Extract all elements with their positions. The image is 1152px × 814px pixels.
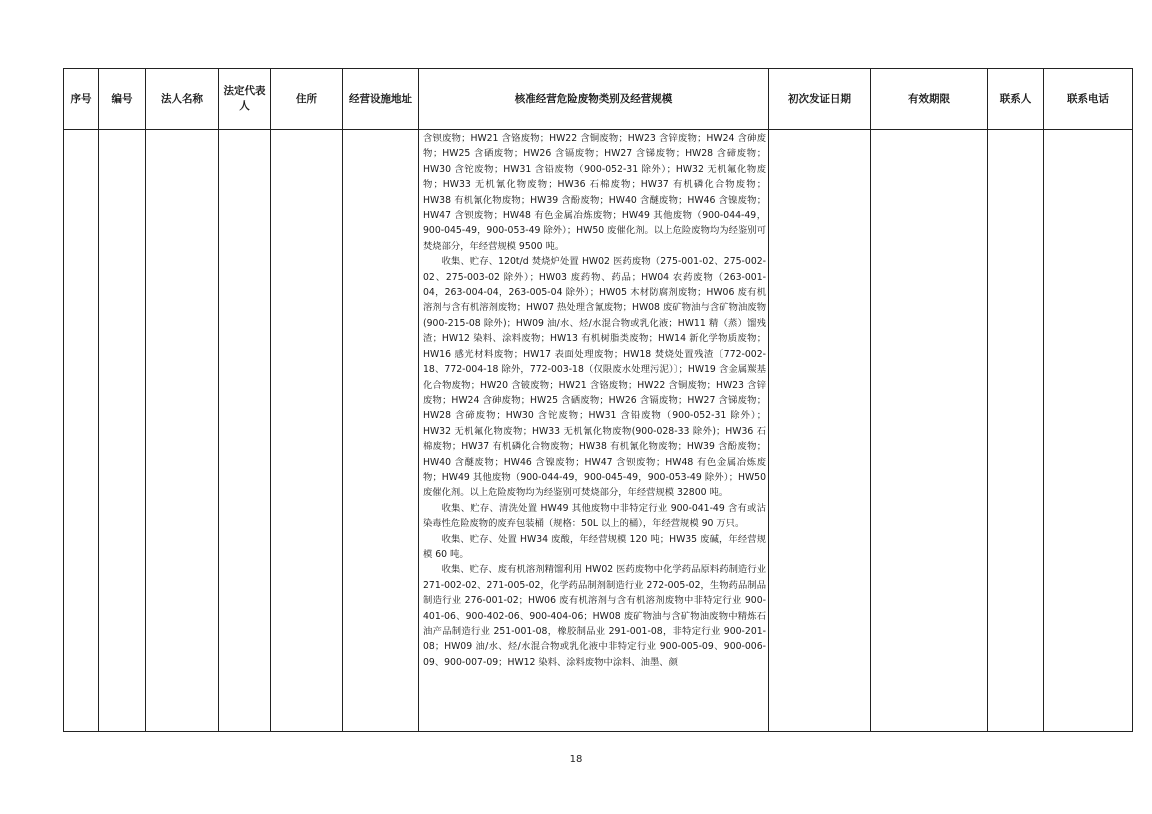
cell-residence <box>271 130 343 732</box>
header-phone: 联系电话 <box>1044 69 1133 130</box>
header-facility-address: 经营设施地址 <box>343 69 419 130</box>
header-legal-name: 法人名称 <box>146 69 219 130</box>
scope-paragraph: 收集、贮存、清洗处置 HW49 其他废物中非特定行业 900-041-49 含有或沾染毒性危险废物的废弃包装桶（规格：50L 以上的桶），年经营规模 90 万只。 <box>423 502 766 530</box>
header-seq: 序号 <box>64 69 99 130</box>
cell-code <box>99 130 146 732</box>
header-row <box>64 69 1133 130</box>
header-validity: 有效期限 <box>871 69 988 130</box>
header-first-issue-date: 初次发证日期 <box>769 69 871 130</box>
cell-seq <box>64 130 99 732</box>
scope-paragraph: 含钡废物；HW21 含铬废物；HW22 含铜废物；HW23 含锌废物；HW24 含砷废物；HW25 含硒废物；HW26 含镉废物；HW27 含锑废物；HW28 含碲废物；HW30 含铊废物；HW31 含铅废物（900-052-31 除外）；HW32 无机氟化物废物；HW33 无机氰化物废物；HW36 石棉废物；HW37 有机磷化合物废物；HW38 有机氰化物废物；HW39 含酚废物；HW40 含醚废物；HW46 含镍废物；HW47 含钡废物；HW48 有色金属冶炼废物；HW49 其他废物（900-044-49，900-045-49，900-053-49 除外）；HW50 废催化剂。以上危险废物均为经鉴别可焚烧部分，年经营规模 9500 吨。 <box>423 133 766 252</box>
header-contact: 联系人 <box>988 69 1044 130</box>
scope-paragraph: 收集、贮存、处置 HW34 废酸，年经营规模 120 吨；HW35 废碱，年经营规模 60 吨。 <box>423 533 766 560</box>
cell-validity <box>871 130 988 732</box>
header-legal-rep: 法定代表人 <box>219 69 271 130</box>
cell-first-issue-date <box>769 130 871 732</box>
cell-contact <box>988 130 1044 732</box>
page-number: 18 <box>569 754 583 765</box>
scope-paragraph: 收集、贮存、废有机溶剂精馏利用 HW02 医药废物中化学药品原料药制造行业 271-002-02、271-005-02，化学药品制剂制造行业 272-005-02，生物药品制品制造行业 276-001-02；HW06 废有机溶剂与含有机溶剂废物中非特定行业 900-401-06、900-402-06、900-404-06；HW08 废矿物油与含矿物油废物中精炼石油产品制造行业 251-001-08，橡胶制品业 291-001-08，非特定行业 900-201-08；HW09 油/水、烃/水混合物或乳化液中非特定行业 900-005-09、900-006-09、900-007-09；HW12 染料、涂料废物中涂料、油墨、颜 <box>423 564 766 668</box>
header-code: 编号 <box>99 69 146 130</box>
header-scope: 核准经营危险废物类别及经营规模 <box>419 69 769 130</box>
cell-phone <box>1044 130 1133 732</box>
cell-legal-name <box>146 130 219 732</box>
table-row <box>64 130 1133 732</box>
permit-table <box>63 68 1133 732</box>
cell-legal-rep <box>219 130 271 732</box>
header-residence: 住所 <box>271 69 343 130</box>
cell-scope <box>419 130 769 732</box>
cell-facility-address <box>343 130 419 732</box>
scope-paragraph: 收集、贮存、120t/d 焚烧炉处置 HW02 医药废物（275-001-02、275-002-02、275-003-02 除外）；HW03 废药物、药品；HW04 农药废物（263-001-04，263-004-04，263-005-04 除外）；HW05 木材防腐剂废物；HW06 废有机溶剂与含有机溶剂废物；HW07 热处理含氰废物；HW08 废矿物油与含矿物油废物(900-215-08 除外)；HW09 油/水、烃/水混合物或乳化液；HW11 精（蒸）馏残渣；HW12 染料、涂料废物；HW13 有机树脂类废物；HW14 新化学物质废物；HW16 感光材料废物；HW17 表面处理废物；HW18 焚烧处置残渣〔772-002-18、772-004-18 除外，772-003-18（仅限废水处理污泥）〕；HW19 含金属羰基化合物废物；HW20 含铍废物；HW21 含铬废物；HW22 含铜废物；HW23 含锌废物；HW24 含砷废物；HW25 含硒废物；HW26 含镉废物；HW27 含锑废物；HW28 含碲废物；HW30 含铊废物；HW31 含铅废物（900-052-31 除外）；HW32 无机氟化物废物；HW33 无机氰化物废物(900-028-33 除外)；HW36 石棉废物；HW37 有机磷化合物废物；HW38 有机氰化物废物；HW39 含酚废物；HW40 含醚废物；HW46 含镍废物；HW47 含钡废物；HW48 有色金属冶炼废物；HW49 其他废物（900-044-49，900-045-49，900-053-49 除外）；HW50 废催化剂。以上危险废物均为经鉴别可焚烧部分，年经营规模 32800 吨。 <box>423 256 766 499</box>
